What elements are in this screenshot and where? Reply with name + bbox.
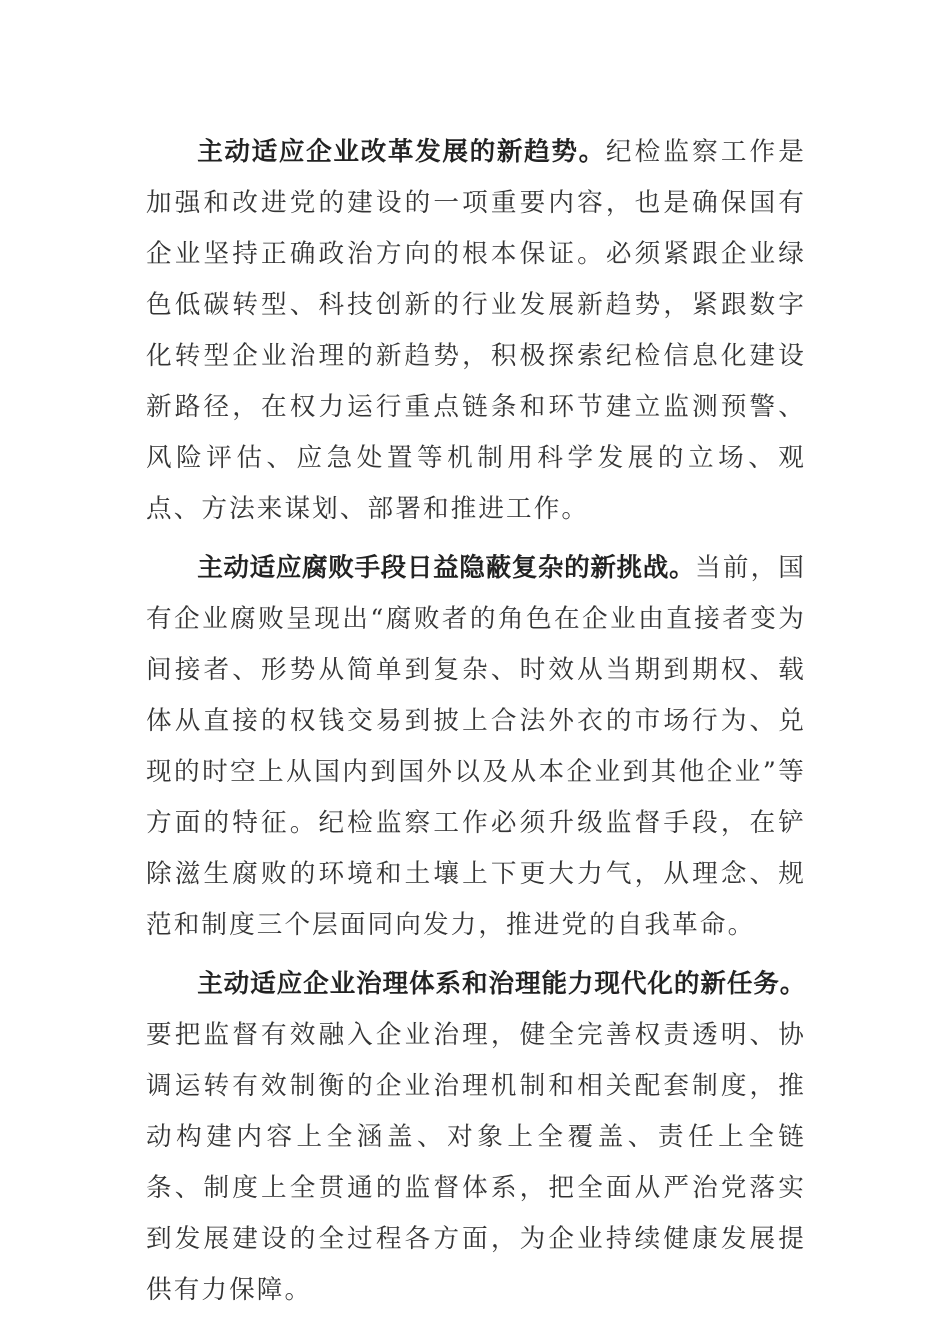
paragraph-text: 要把监督有效融入企业治理，健全完善权责透明、协调运转有效制衡的企业治理机制和相关配套制度，推动构建内容上全涵盖、对象上全覆盖、责任上全链条、制度上全贯通的监督体系，把全面从严治党落实到发展建设的全过程各方面，为企业持续健康发展提供有力保障。: [146, 1020, 806, 1305]
paragraph-text: 纪检监察工作是加强和改进党的建设的一项重要内容，也是确保国有企业坚持正确政治方向的根本保证。必须紧跟企业绿色低碳转型、科技创新的行业发展新趋势，紧跟数字化转型企业治理的新趋势，积极探索纪检信息化建设新路径，在权力运行重点链条和环节建立监测预警、风险评估、应急处置等机制用科学发展的立场、观点、方法来谋划、部署和推进工作。: [146, 137, 806, 524]
paragraph-corruption-challenge: [146, 543, 806, 951]
paragraph-heading: 主动适应企业改革发展的新趋势。: [197, 137, 606, 167]
document-body: [146, 127, 806, 1316]
paragraph-heading: 主动适应企业治理体系和治理能力现代化的新任务。: [197, 969, 806, 999]
paragraph-heading: 主动适应腐败手段日益隐蔽复杂的新挑战。: [197, 553, 696, 583]
paragraph-text: 当前，国有企业腐败呈现出“腐败者的角色在企业由直接者变为间接者、形势从简单到复杂、时效从当期到期权、载体从直接的权钱交易到披上合法外衣的市场行为、兑现的时空上从国内到国外以及从本企业到其他企业”等方面的特征。纪检监察工作必须升级监督手段，在铲除滋生腐败的环境和土壤上下更大力气，从理念、规范和制度三个层面同向发力，推进党的自我革命。: [146, 553, 807, 940]
paragraph-governance-task: [146, 959, 806, 1316]
paragraph-reform-trend: [146, 127, 806, 535]
